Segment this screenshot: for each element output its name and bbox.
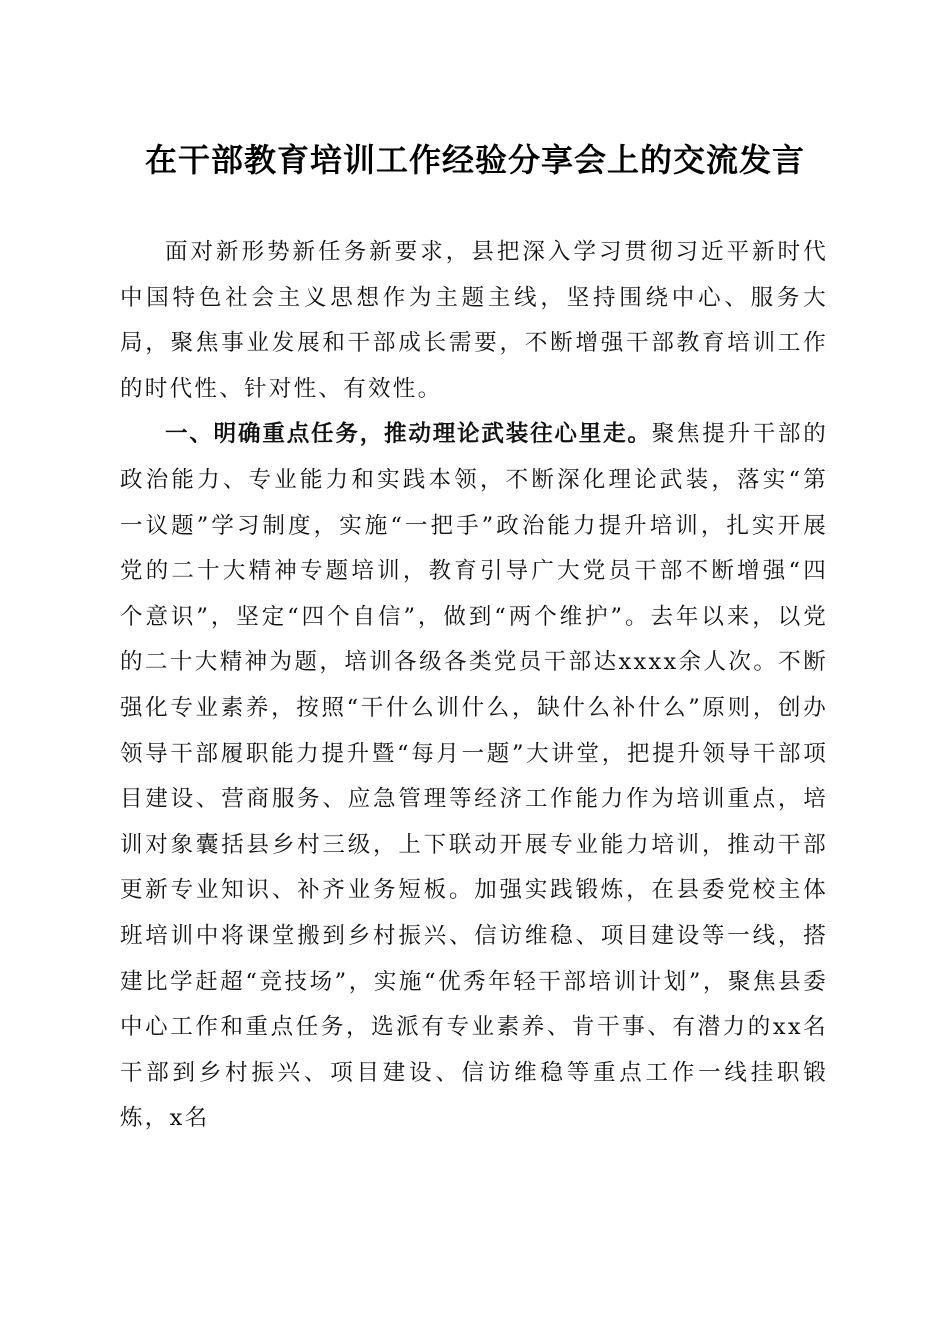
- document-body: [120, 230, 828, 1142]
- document-title: 在干部教育培训工作经验分享会上的交流发言: [144, 141, 805, 179]
- section-1-heading: 一、明确重点任务，推动理论武装往心里走。: [165, 421, 652, 448]
- section-1-paragraph: [120, 412, 828, 1142]
- section-1-body: 聚焦提升干部的政治能力、专业能力和实践本领，不断深化理论武装，落实“第一议题”学习制度，实施“一把手”政治能力提升培训，扎实开展党的二十大精神专题培训，教育引导广大党员干部不断增强“四个意识”，坚定“四个自信”，做到“两个维护”。去年以来，以党的二十大精神为题，培训各级各类党员干部达xxxx余人次。不断强化专业素养，按照“干什么训什么，缺什么补什么”原则，创办领导干部履职能力提升暨“每月一题”大讲堂，把提升领导干部项目建设、营商服务、应急管理等经济工作能力作为培训重点，培训对象囊括县乡村三级，上下联动开展专业能力培训，推动干部更新专业知识、补齐业务短板。加强实践锻炼，在县委党校主体班培训中将课堂搬到乡村振兴、信访维稳、项目建设等一线，搭建比学赶超“竞技场”，实施“优秀年轻干部培训计划”，聚焦县委中心工作和重点任务，选派有专业素养、肯干事、有潜力的xx名干部到乡村振兴、项目建设、信访维稳等重点工作一线挂职锻炼，x名: [120, 421, 828, 1132]
- intro-paragraph: 面对新形势新任务新要求，县把深入学习贯彻习近平新时代中国特色社会主义思想作为主题主线，坚持围绕中心、服务大局，聚焦事业发展和干部成长需要，不断增强干部教育培训工作的时代性、针对性、有效性。: [120, 239, 828, 402]
